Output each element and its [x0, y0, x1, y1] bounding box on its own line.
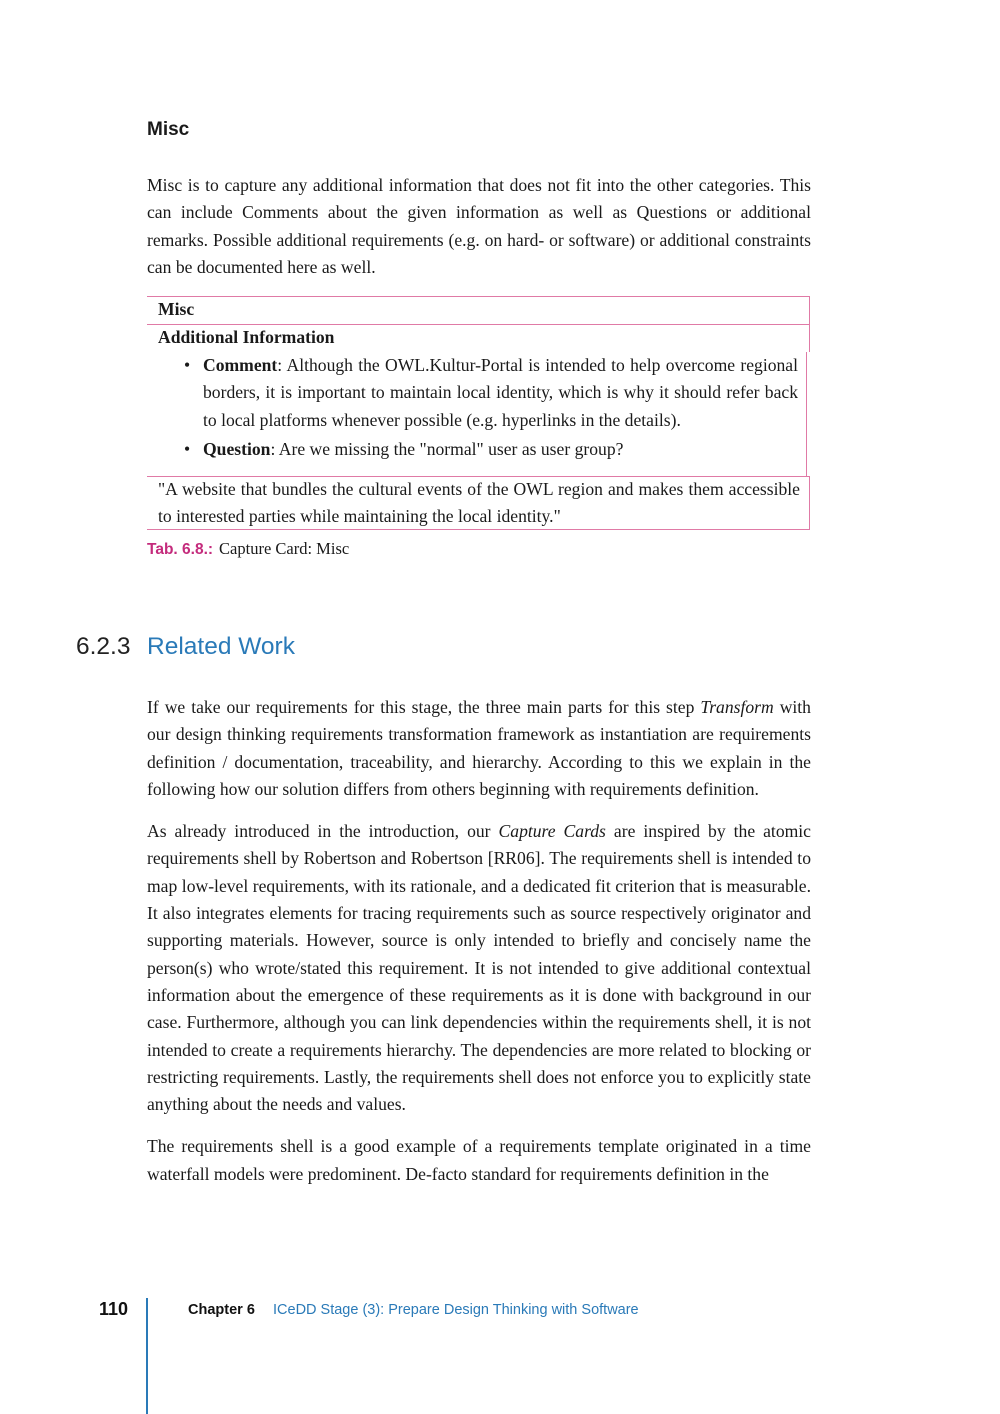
table-rule-bottom	[147, 529, 810, 530]
text-run: with our design thinking requirements transformation framework as instantiation are requirements definition / documentation, traceability, and hierarchy. According to this we explain in the following how our solution differs from others beginning with requirements definition.	[147, 697, 811, 799]
card-subtitle: Additional Information	[158, 327, 335, 347]
capture-card-table	[147, 296, 810, 530]
chapter-title: ICeDD Stage (3): Prepare Design Thinking with Software	[273, 1302, 639, 1318]
misc-paragraph: Misc is to capture any additional information that does not fit into the other categories. This can include Comments about the given information as well as Questions or additional remarks. Possible additional requirements (e.g. on hard- or software) or additional constraints can be documented here as well.	[147, 175, 811, 277]
list-item	[158, 352, 798, 434]
paragraph	[147, 818, 811, 1118]
paragraph: The requirements shell is a good example of a requirements template originated in a time waterfall models were predominent. De-facto standard for requirements definition in the	[147, 1136, 811, 1184]
table-caption	[147, 539, 349, 559]
card-item-list	[158, 352, 798, 463]
caption-label: Tab. 6.8.:	[147, 541, 214, 558]
text-run: are inspired by the atomic requirements shell by Robertson and Robertson [RR06]. The requirements shell is intended to map low-level requirements, with its rationale, and a dedicated fit criterion that is measurable. It also integrates elements for tracing requirements such as source respectively originator and supporting materials. However, source is only intended to briefly and concisely name the person(s) who wrote/stated this requirement. It is not intended to give additional contextual information about the emergence of these requirements as it is done with background in our case. Furthermore, although you can link dependencies within the requirements shell, it is not intended to create a requirements hierarchy. The dependencies are more related to blocking or restricting requirements. Lastly, the requirements shell does not enforce you to explicitly state anything about the needs and values.	[147, 821, 811, 1115]
page-number: 110	[99, 1299, 129, 1319]
section-number: 6.2.3	[76, 633, 131, 660]
table-rule-right-b	[806, 352, 807, 476]
caption-text: Capture Card: Misc	[219, 539, 350, 558]
item-text: : Are we missing the "normal" user as user group?	[270, 438, 624, 459]
footer-rule	[146, 1298, 148, 1414]
text-run: As already introduced in the introduction, our	[147, 821, 499, 842]
section-title: Related Work	[147, 633, 295, 660]
bullet-icon: •	[184, 438, 191, 459]
bullet-icon: •	[184, 355, 191, 375]
section-body	[147, 694, 811, 1188]
paragraph	[147, 694, 811, 803]
item-label: Comment	[203, 355, 278, 375]
text-run: If we take our requirements for this stage, the three main parts for this step	[147, 697, 701, 717]
table-rule-right-c	[809, 476, 810, 530]
emphasis: Transform	[700, 697, 774, 717]
list-item	[158, 436, 798, 463]
item-text: : Although the OWL.Kultur-Portal is intended to help overcome regional borders, it is important to maintain local identity, which is why it should refer back to local platforms whenever possible (e.g. hyperlinks in the details).	[203, 355, 798, 430]
card-title: Misc	[158, 299, 195, 319]
card-vision-quote: "A website that bundles the cultural events of the OWL region and makes them accessible to interested parties while maintaining the local identity."	[158, 479, 800, 527]
chapter-label: Chapter 6	[188, 1302, 255, 1318]
item-label: Question	[203, 438, 271, 459]
misc-intro	[147, 172, 811, 281]
emphasis: Capture Cards	[498, 821, 606, 842]
table-rule-top	[147, 296, 810, 297]
subsection-title: Misc	[147, 119, 190, 140]
